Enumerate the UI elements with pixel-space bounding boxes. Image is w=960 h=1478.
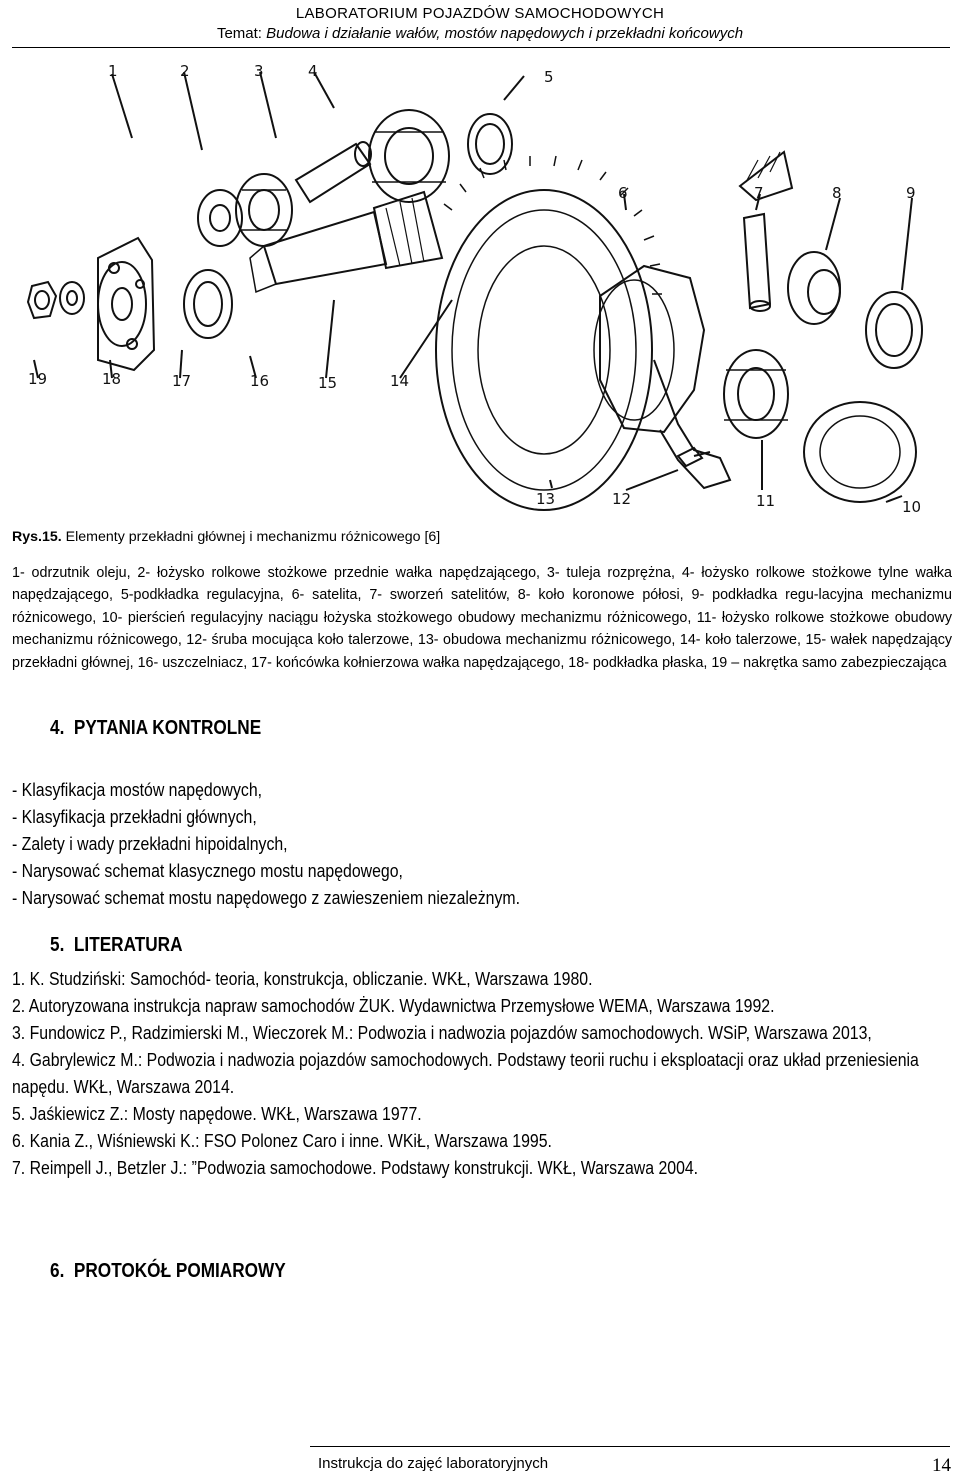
fig-label-8: 8 <box>832 184 842 202</box>
section-6-number: 6. <box>50 1260 65 1282</box>
literature-list <box>12 966 945 1182</box>
exploded-view-figure <box>14 60 946 520</box>
list-item: - Narysować schemat mostu napędowego z zawieszeniem niezależnym. <box>12 888 520 908</box>
fig-label-2: 2 <box>180 62 190 80</box>
section-6-heading <box>50 1260 286 1283</box>
topic-prefix: Temat: <box>216 25 267 42</box>
leader-line-12 <box>626 470 678 490</box>
rear-bearing-part <box>369 110 449 202</box>
section-5-number: 5. <box>50 934 65 956</box>
leader-line-13 <box>550 480 552 488</box>
leader-line-2 <box>184 72 202 150</box>
list-item: - Klasyfikacja mostów napędowych, <box>12 780 263 800</box>
fig-label-16: 16 <box>250 372 270 390</box>
differential-shim-part <box>866 292 922 368</box>
differential-drawing <box>14 60 946 520</box>
fig-label-11: 11 <box>756 492 776 510</box>
leader-line-10 <box>886 496 902 502</box>
control-questions-list <box>12 777 520 912</box>
side-gear-part <box>788 252 840 324</box>
list-item: - Zalety i wady przekładni hipoidalnych, <box>12 834 288 854</box>
differential-case-part <box>594 266 730 488</box>
header-divider <box>12 47 950 48</box>
figure-caption <box>12 528 948 547</box>
fig-label-12: 12 <box>612 490 632 508</box>
leader-line-14 <box>400 300 452 378</box>
fig-label-7: 7 <box>754 184 764 202</box>
list-item: 1. K. Studziński: Samochód- teoria, konstrukcja, obliczanie. WKŁ, Warszawa 1980. <box>12 969 593 989</box>
fig-label-5: 5 <box>544 68 554 86</box>
flange-part <box>98 238 154 370</box>
list-item: - Narysować schemat klasycznego mostu napędowego, <box>12 861 403 881</box>
front-bearing-part <box>236 174 292 246</box>
page-number: 14 <box>932 1455 951 1476</box>
leader-line-1 <box>112 74 132 138</box>
list-item: 5. Jaśkiewicz Z.: Mosty napędowe. WKŁ, Warszawa 1977. <box>12 1104 422 1124</box>
satellite-gear-part <box>740 152 792 200</box>
satellite-pin-part <box>744 214 770 311</box>
list-item: 2. Autoryzowana instrukcja napraw samochodów ŻUK. Wydawnictwa Przemysłowe WEMA, Warszawa 1992. <box>12 996 775 1016</box>
fig-label-1: 1 <box>108 62 118 80</box>
spacer-sleeve-part <box>296 142 371 202</box>
leader-line-3 <box>260 72 276 138</box>
fig-label-18: 18 <box>102 370 122 388</box>
oil-seal-part <box>184 270 232 338</box>
leader-line-9 <box>902 198 912 290</box>
figure-caption-label: Rys.15. <box>12 529 62 545</box>
list-item: 7. Reimpell J., Betzler J.: ”Podwozia samochodowe. Podstawy konstrukcji. WKŁ, Warszawa 2004. <box>12 1158 699 1178</box>
fig-label-15: 15 <box>318 374 338 392</box>
figure-caption-text: Elementy przekładni głównej i mechanizmu różnicowego [6] <box>61 529 441 545</box>
section-6-title: PROTOKÓŁ POMIAROWY <box>73 1260 286 1282</box>
leader-line-15 <box>326 300 334 378</box>
figure-legend: 1- odrzutnik oleju, 2- łożysko rolkowe stożkowe przednie wałka napędzającego, 3- tuleja rozprężna, 4- łożysko rolkowe stożkowe tylne wałka napędzającego, 5-podkładka regulacyjna, 6- satelita, 7- sworzeń satelitów, 8- koło koronowe półosi, 9- podkładka regu-lacyjna mechanizmu różnicowego, 10- pierścień regulacyjny naciągu łożyska stożkowego obudowy mechanizmu różnicowego, 11- łożysko rolkowe stożkowe obudowy mechanizmu różnicowego, 12- śruba mocująca koło talerzowe, 13- obudowa mechanizmu różnicowego, 14- koło talerzowe, 15- wałek napędzający przekładni głównej, 16- uszczelniacz, 17- końcówka kołnierzowa wałka napędzającego, 18- podkładka płaska, 19 – nakrętka samo zabezpieczająca <box>12 565 952 671</box>
section-4-heading <box>50 717 261 740</box>
fig-label-4: 4 <box>308 62 318 80</box>
footer-text: Instrukcja do zajęć laboratoryjnych <box>318 1455 549 1472</box>
fig-label-3: 3 <box>254 62 264 80</box>
section-4-number: 4. <box>50 717 65 739</box>
fig-label-6: 6 <box>618 184 628 202</box>
section-5-title: LITERATURA <box>73 934 183 956</box>
section-5-heading <box>50 934 183 957</box>
fig-label-13: 13 <box>536 490 556 508</box>
page-header <box>0 4 960 44</box>
fig-label-17: 17 <box>172 372 192 390</box>
list-item: 4. Gabrylewicz M.: Podwozia i nadwozia pojazdów samochodowych. Podstawy teorii ruchu i eksploatacji oraz układ przeniesienia napędu. WKŁ, Warszawa 2014. <box>12 1050 919 1097</box>
footer-divider <box>310 1446 950 1447</box>
topic-line <box>0 24 960 44</box>
list-item: 6. Kania Z., Wiśniewski K.: FSO Polonez Caro i inne. WKiŁ, Warszawa 1995. <box>12 1131 552 1151</box>
list-item: 3. Fundowicz P., Radzimierski M., Wieczorek M.: Podwozia i nadwozia pojazdów samochodowych. WSiP, Warszawa 2013, <box>12 1023 872 1043</box>
flat-washer-part <box>60 282 84 314</box>
ring-gear-part <box>436 156 662 510</box>
adjusting-ring-part <box>804 402 916 502</box>
leader-line-8 <box>826 198 840 250</box>
section-4-title: PYTANIA KONTROLNE <box>73 717 262 739</box>
leader-line-5 <box>504 76 524 100</box>
case-bearing-part <box>724 350 788 438</box>
fig-label-10: 10 <box>902 498 922 516</box>
oil-slinger-part <box>198 190 242 246</box>
lab-title: LABORATORIUM POJAZDÓW SAMOCHODOWYCH <box>295 5 665 22</box>
list-item: - Klasyfikacja przekładni głównych, <box>12 807 257 827</box>
fig-label-9: 9 <box>906 184 916 202</box>
fig-label-19: 19 <box>28 370 48 388</box>
topic-title: Budowa i działanie wałów, mostów napędowych i przekładni końcowych <box>266 25 744 42</box>
lock-nut-part <box>28 282 56 318</box>
fig-label-14: 14 <box>390 372 410 390</box>
